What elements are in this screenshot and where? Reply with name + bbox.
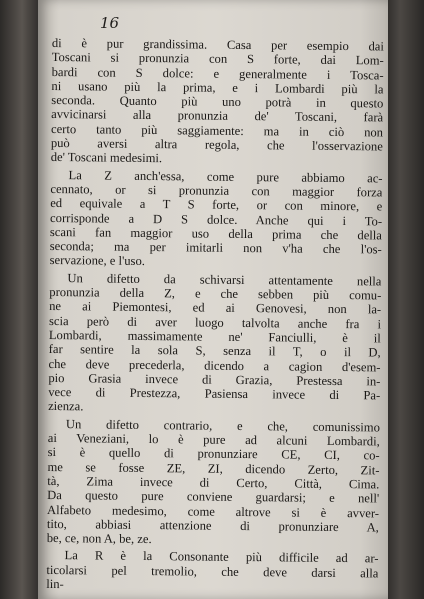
text-line: zienza. <box>48 399 84 414</box>
text-line: corrisponde a D S dolce. Anche qui i To- <box>50 210 383 229</box>
text-line: pio Grasia invece di Grazia, Prestessa in- <box>48 370 381 389</box>
text-line: pronunzia della Z, e che sebben più comu- <box>49 285 382 303</box>
paragraph <box>48 271 381 417</box>
text-line: servazione, e l'uso. <box>49 253 146 269</box>
text-line: Toscani si pronunzia con S forte, dai Lom- <box>51 50 384 68</box>
text-line: che deve precederla, dicendo a cagion d'esem- <box>48 356 381 374</box>
text-line: scia però di aver luogo talvolta anche fra i <box>48 313 382 332</box>
text-line: me se fosse ZE, ZI, dicendo Zerto, Zit- <box>47 459 380 478</box>
text-line: certo tanto più saggiamente: ma in ciò non <box>50 121 384 140</box>
text-line: tà, Zima invece di Certo, Città, Cima. <box>47 473 380 492</box>
text-line: si è quello di pronunziare CE, CI, co- <box>47 445 380 463</box>
text-line: Un difetto contrario, e che, comunissimo <box>65 416 380 435</box>
text-line: di è pur grandissima. Casa per esempio dai <box>51 36 384 54</box>
text-line: Alfabeto medesimo, come altrove si è avver- <box>46 502 380 520</box>
text-line: tito, abbiasi attenzione di pronunziare A, <box>46 516 379 535</box>
text-line: ed equivale a T S forte, or con minore, e <box>50 196 383 214</box>
body-text <box>46 36 384 595</box>
text-line: La Z anch'essa, come pure abbiamo ac- <box>68 167 383 186</box>
text-line: be, ce, non A, be, ze. <box>46 531 152 547</box>
text-line: ne ai Piemontesi, ed ai Genovesi, non la- <box>49 299 382 317</box>
text-line: de' Toscani medesimi. <box>50 150 163 166</box>
text-line: ai Veneziani, lo è pure ad alcuni Lombardi, <box>47 430 380 449</box>
text-line: Lombardi, massimamente ne' Fanciulli, è il <box>48 327 381 346</box>
text-line: far sentire la sola S, senza il T, o il D, <box>48 342 381 360</box>
paragraph <box>46 548 378 594</box>
text-line: può aversi altra regola, che l'osservazione <box>50 136 383 154</box>
text-line: ni usano più la prima, e i Lombardi più la <box>51 78 384 97</box>
paragraph <box>47 417 380 549</box>
text-line: scani fan maggior uso della prima che della <box>49 224 383 243</box>
text-line: lin- <box>46 576 64 592</box>
text-line: Un difetto da schivarsi attentamente nella <box>67 270 382 289</box>
text-line: vece di Prestezza, Pasiensa invece di Pa- <box>48 385 381 403</box>
paragraph <box>50 168 383 272</box>
text-line: La R è la Consonante più difficile ad ar- <box>64 548 379 566</box>
paragraph <box>51 36 384 168</box>
text-line: bardi con S dolce: e generalmente i Tosca- <box>51 64 384 83</box>
text-line: Da questo pure conviene guardarsi; e nell' <box>47 488 380 506</box>
text-line: ticolarsi pel tremolio, che deve darsi alla <box>46 562 379 581</box>
text-line: avvicinarsi alla pronunzia de' Toscani, farà <box>51 107 384 125</box>
text-line: seconda. Quanto più uno potrà in questo <box>51 93 384 111</box>
book-page <box>38 0 388 599</box>
page-number: 16 <box>100 14 120 32</box>
text-line: seconda; ma per imitarli non v'ha che l'os- <box>49 239 382 257</box>
text-line: cennato, or si pronunzia con maggior forza <box>50 181 383 200</box>
